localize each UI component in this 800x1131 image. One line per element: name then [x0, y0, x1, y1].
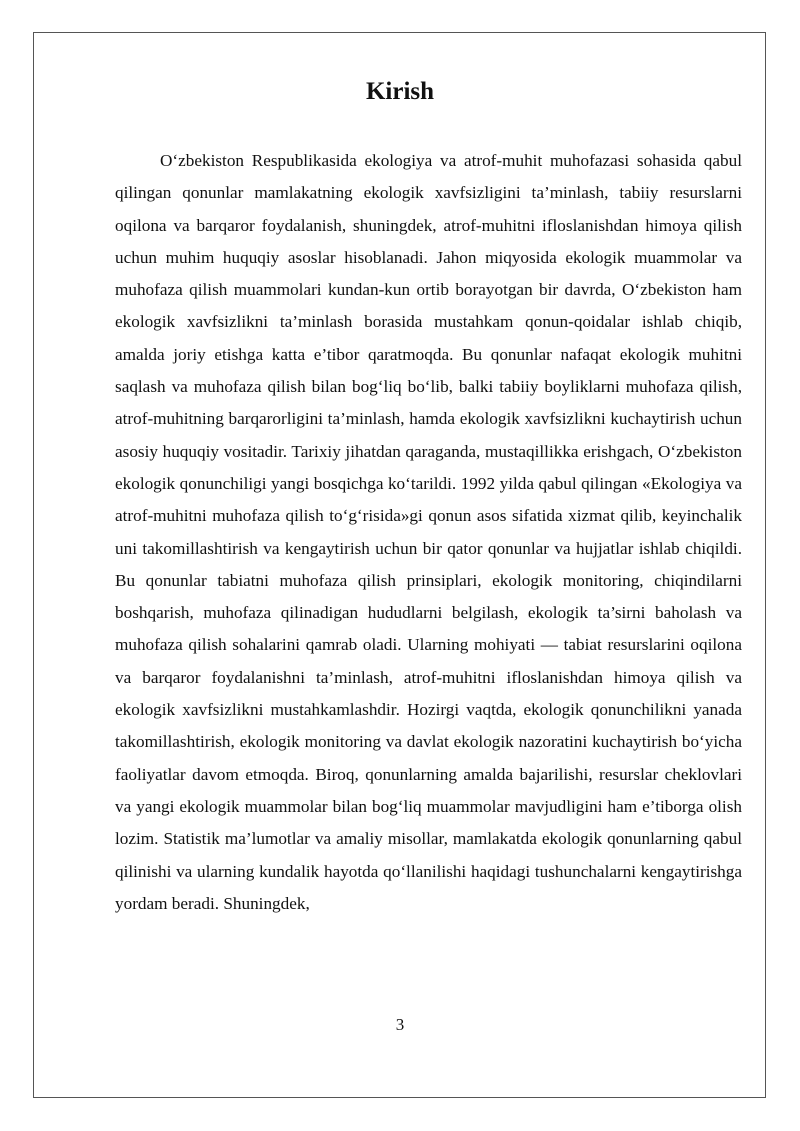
page-number: 3 — [395, 1015, 405, 1034]
body-paragraph: O‘zbekiston Respublikasida ekologiya va atrof-muhit muhofazasi sohasida qabul qilingan qonunlar mamlakatning ekologik xavfsizligini ta’minlash, tabiiy resurslarni oqilona va barqaror foydalanish, shuningdek, atrof-muhitni ifloslanishdan himoya qilish uchun muhim huquqiy asoslar hisoblanadi. Jahon miqyosida ekologik muammolar va muhofaza qilish muammolari kundan-kun ortib borayotgan bir davrda, O‘zbekiston ham ekologik xavfsizlikni ta’minlash borasida mustahkam qonun-qoidalar ishlab chiqib, amalda joriy etishga katta e’tibor qaratmoqda. Bu qonunlar nafaqat ekologik muhitni saqlash va muhofaza qilish bilan bog‘liq bo‘lib, balki tabiiy boyliklarni muhofaza qilish, atrof-muhitning barqarorligini ta’minlash, hamda ekologik xavfsizlikni kuchaytirish uchun asosiy huquqiy vositadir. Tarixiy jihatdan qaraganda, mustaqillikka erishgach, O‘zbekiston ekologik qonunchiligi yangi bosqichga ko‘tarildi. 1992 yilda qabul qilingan «Ekologiya va atrof-muhitni muhofaza qilish to‘g‘risida»gi qonun asos sifatida xizmat qilib, keyinchalik uni takomillashtirish va kengaytirish uchun bir qator qonunlar va hujjatlar ishlab chiqildi. Bu qonunlar tabiatni muhofaza qilish prinsiplari, ekologik monitoring, chiqindilarni boshqarish, muhofaza qilinadigan hududlarni belgilash, ekologik ta’sirni baholash va muhofaza qilish sohalarini qamrab oladi. Ularning mohiyati — tabiat resurslarini oqilona va barqaror foydalanishni ta’minlash, atrof-muhitni ifloslanishdan himoya qilish va ekologik xavfsizlikni mustahkamlashdir. Hozirgi vaqtda, ekologik qonunchilikni yanada takomillashtirish, ekologik monitoring va davlat ekologik nazoratini kuchaytirish bo‘yicha faoliyatlar davom etmoqda. Biroq, qonunlarning amalda bajarilishi, resurslar cheklovlari va yangi ekologik muammolar bilan bog‘liq muammolar mavjudligini ham e’tiborga olish lozim. Statistik ma’lumotlar va amaliy misollar, mamlakatda ekologik qonunlarning qabul qilinishi va ularning kundalik hayotda qo‘llanilishi haqidagi tushunchalarni kengaytirishga yordam beradi. Shuningdek, — [115, 151, 742, 913]
page-title: Kirish — [365, 78, 435, 105]
